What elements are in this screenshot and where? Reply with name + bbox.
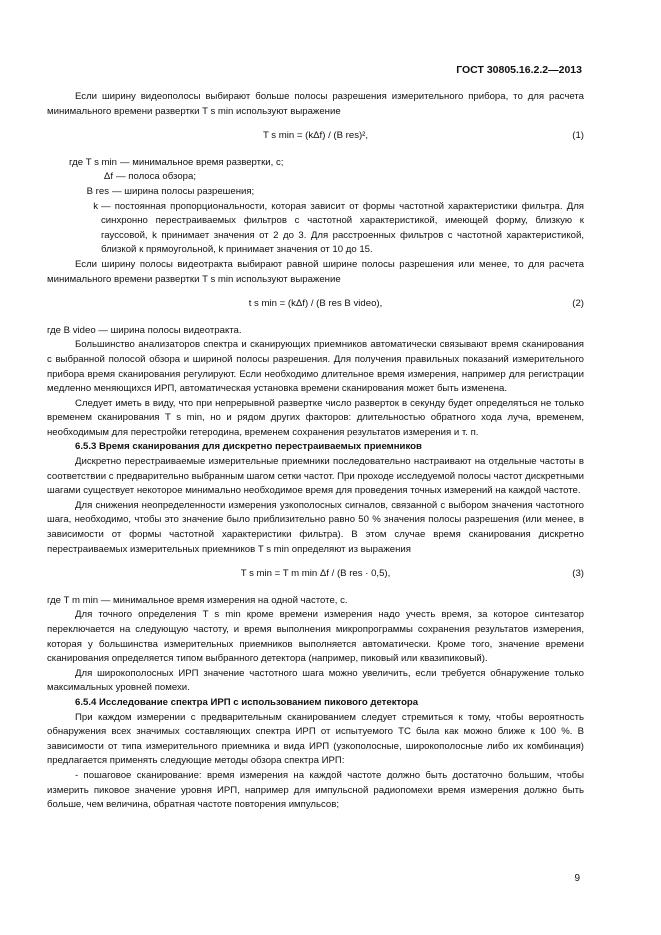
formula-2: [47, 297, 584, 312]
paragraph-video-band: Если ширину полосы видеотракта выбирают равной ширине полосы разрешения или менее, то для расчета минимального времени развертки T s min используют выражение: [47, 258, 584, 285]
document-body: [47, 90, 584, 813]
paragraph-continuous-sweep: Следует иметь в виду, что при непрерывной развертке число разверток в секунду будет определяться не только временем сканирования T s min, но и рядом других факторов: длительностью обратного хода луча, временем, необходимым для перестройки гетеродина, временем сохранения результатов измерения и т. п.: [47, 397, 584, 438]
formula-3-expression: T s min = T m min Δf / (B res · 0,5),: [240, 568, 391, 580]
document-header: ГОСТ 30805.16.2.2—2013: [456, 64, 582, 76]
paragraph-intro: Если ширину видеополосы выбирают больше полосы разрешения измерительного прибора, то для расчета минимального времени развертки T s min используют выражение: [47, 91, 584, 117]
definition-item: [47, 156, 584, 171]
formula-2-expression: t s min = (kΔf) / (B res B video),: [248, 298, 383, 310]
paragraph-analyzers: Большинство анализаторов спектра и сканирующих приемников автоматически связывают время сканирования с выбранной полосой обзора и шириной полосы разрешения. Для получения правильных показаний измерительного прибора время сканирования регулируют. Если необходимо длительное время измерения, например для регистрации медленно меняющихся ИРП, автоматическая установка времени сканирования может быть изменена.: [47, 339, 584, 395]
definition-term: k: [93, 200, 98, 212]
definition-item: [47, 185, 584, 200]
paragraph-prescan: При каждом измерении с предварительным сканированием следует стремиться к тому, чтобы вероятность обнаружения всех значимых составляющих спектра ИРП от испытуемого ТС была как можно ближе к 100 %. В зависимости от типа измерительного приемника и вида ИРП (узкополосные, широкополосные либо их комбинация) предлагается применять следующие методы обзора спектра ИРП:: [47, 711, 584, 767]
section-heading-6-5-4: 6.5.4 Исследование спектра ИРП с использованием пикового детектора: [75, 696, 419, 708]
definition-desc: — минимальное время развертки, с;: [120, 156, 284, 168]
definition-term: где T s min: [69, 156, 117, 168]
page-number: 9: [574, 873, 580, 884]
paragraph-exact-determination: Для точного определения T s min кроме времени измерения надо учесть время, за которое синтезатор переключается на следующую частоту, и время выполнения микропрограммы сохранения результатов измерения, которая у большинства измерительных приемников выполняется автоматически. Кроме того, значение времени сканирования определяется типом выбранного детектора (например, пиковый или квазипиковый).: [47, 609, 584, 665]
paragraph-broadband: Для широкополосных ИРП значение частотного шага можно увеличить, если требуется обнаружение только максимальных уровней помехи.: [47, 667, 584, 694]
definition-desc: — ширина полосы разрешения;: [112, 185, 255, 197]
formula-3: [47, 567, 584, 582]
definition-measurement-time: где T m min — минимальное время измерения на одной частоте, с.: [47, 594, 348, 606]
definition-desc: — полоса обзора;: [116, 171, 197, 183]
definition-item: [47, 200, 584, 258]
formula-1-expression: T s min = (kΔf) / (B res)²,: [262, 130, 369, 142]
formula-1-number: (1): [572, 130, 584, 142]
formula-3-number: (3): [572, 568, 584, 580]
paragraph-discrete-receivers: Дискретно перестраиваемые измерительные приемники последовательно настраивают на отдельные частоты в соответствии с предварительно выбранным шагом сетки частот. При проходе исследуемой полосы частот дискретными шагами существует некоторое минимально необходимое время для проведения точных измерений на каждой частоте.: [47, 456, 584, 497]
paragraph-step-uncertainty: Для снижения неопределенности измерения узкополосных сигналов, связанной с выбором значения частотного шага, необходимо, чтобы это значение было приблизительно равно 50 % значения полосы разрешения (или менее, в зависимости от формы частотной характеристики фильтра). В этом случае время сканирования дискретно перестраиваемых измерительных приемников T s min определяют из выражения: [47, 499, 584, 555]
definition-desc: — постоянная пропорциональности, которая зависит от формы частотной характеристики фильтра. Для синхронно перестраиваемых фильтров с частотной характеристикой, имеющей форму, близкую к гауссовой, k принимает значения от 2 до 3. Для расстроенных фильтров с частотной характеристикой, близкой к прямоугольной, k принимает значения от 10 до 15.: [101, 200, 584, 256]
paragraph-stepwise-scan: - пошаговое сканирование: время измерения на каждой частоте должно быть достаточно большим, чтобы измерить пиковое значение уровня ИРП, например для импульсной радиопомехи время измерения должно быть больше, чем величина, обратная частоте повторения импульсов;: [47, 769, 584, 811]
definition-item: [47, 170, 584, 185]
definitions-1: [47, 156, 584, 258]
definition-term: Δf: [103, 171, 113, 183]
formula-2-number: (2): [572, 298, 584, 310]
definition-term: B res: [86, 185, 109, 197]
definition-video: где B video — ширина полосы видеотракта.: [47, 324, 242, 336]
section-heading-6-5-3: 6.5.3 Время сканирования для дискретно перестраиваемых приемников: [75, 441, 422, 453]
formula-1: [47, 129, 584, 144]
